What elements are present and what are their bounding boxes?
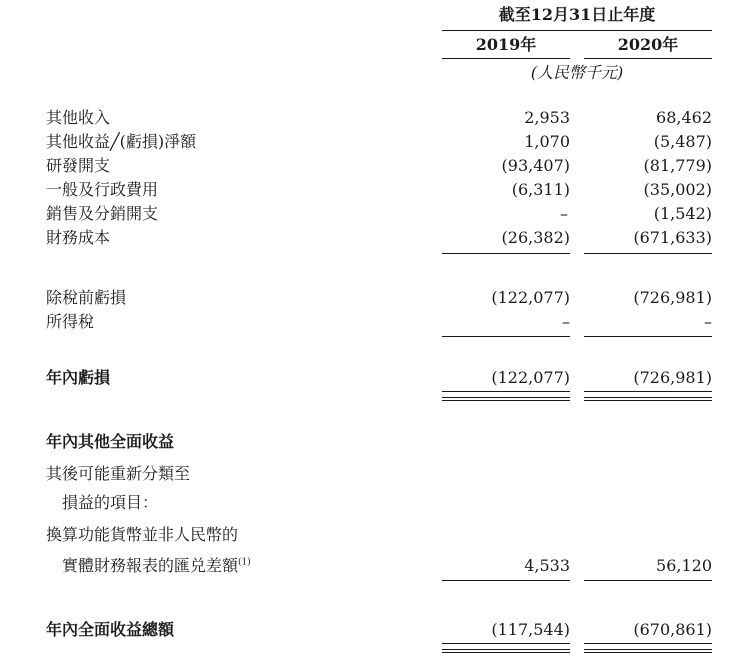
footnote-ref: (1) xyxy=(238,557,251,568)
total-rule-2019 xyxy=(442,643,570,644)
total-rule-2019 xyxy=(442,391,570,392)
subtotal-rule-2019 xyxy=(442,336,570,337)
double-rule-2019-b xyxy=(442,652,570,653)
row-value-2019: (122,077) xyxy=(491,288,570,307)
subtotal-rule-2020 xyxy=(584,253,712,254)
oci-heading: 年內其他全面收益 xyxy=(46,432,175,451)
double-rule-2020-b xyxy=(584,652,712,653)
unit-label: (人民幣千元) xyxy=(530,63,624,82)
subtotal-rule-2020 xyxy=(584,580,712,581)
double-rule-2019-b xyxy=(442,400,570,401)
row-value-2020: (5,487) xyxy=(653,132,712,151)
period-header-rule xyxy=(442,30,712,31)
row-value-2019: (26,382) xyxy=(501,228,570,247)
total-rule-2020 xyxy=(584,643,712,644)
row-value-2020: (671,633) xyxy=(633,228,712,247)
loss-for-year-2020: (726,981) xyxy=(633,368,712,387)
row-label: 研發開支 xyxy=(46,156,111,175)
column-rule-2020 xyxy=(584,58,712,59)
row-value-2020: (81,779) xyxy=(643,156,712,175)
row-value-2020: (726,981) xyxy=(633,288,712,307)
total-comprehensive-2020: (670,861) xyxy=(633,620,712,639)
column-rule-2019 xyxy=(442,58,570,59)
subtotal-rule-2019 xyxy=(442,580,570,581)
row-value-2020: (1,542) xyxy=(653,204,712,223)
row-label: 除稅前虧損 xyxy=(46,288,127,307)
row-label: 其他收益╱(虧損)淨額 xyxy=(46,132,197,151)
row-value-2020: (35,002) xyxy=(643,180,712,199)
row-value-2019: – xyxy=(562,312,570,331)
subtotal-rule-2019 xyxy=(442,253,570,254)
total-comprehensive-label: 年內全面收益總額 xyxy=(46,620,175,639)
subtotal-rule-2020 xyxy=(584,336,712,337)
oci-item-line-1: 換算功能貨幣並非人民幣的 xyxy=(46,525,239,544)
double-rule-2019-a xyxy=(442,649,570,650)
row-label: 財務成本 xyxy=(46,228,111,247)
oci-value-2019: 4,533 xyxy=(524,556,570,575)
row-value-2020: 68,462 xyxy=(656,108,712,127)
oci-value-2020: 56,120 xyxy=(656,556,712,575)
row-value-2019: 2,953 xyxy=(524,108,570,127)
row-value-2019: (93,407) xyxy=(501,156,570,175)
total-rule-2020 xyxy=(584,391,712,392)
row-value-2019: – xyxy=(560,204,568,223)
oci-subheading-2: 損益的項目： xyxy=(62,493,159,512)
period-header: 截至12月31日止年度 xyxy=(498,5,656,24)
row-label: 所得稅 xyxy=(46,312,95,331)
double-rule-2019-a xyxy=(442,397,570,398)
double-rule-2020-a xyxy=(584,397,712,398)
column-header-2020: 2020年 xyxy=(617,35,679,54)
row-label: 一般及行政費用 xyxy=(46,180,159,199)
row-value-2019: 1,070 xyxy=(524,132,570,151)
row-label: 其他收入 xyxy=(46,108,111,127)
column-header-2019: 2019年 xyxy=(475,35,537,54)
loss-for-year-2019: (122,077) xyxy=(491,368,570,387)
loss-for-year-label: 年內虧損 xyxy=(46,368,111,387)
row-label: 銷售及分銷開支 xyxy=(46,204,159,223)
row-value-2020: – xyxy=(704,312,712,331)
oci-item-line-2 xyxy=(62,555,251,577)
oci-subheading-1: 其後可能重新分類至 xyxy=(46,464,191,483)
row-value-2019: (6,311) xyxy=(511,180,570,199)
double-rule-2020-b xyxy=(584,400,712,401)
double-rule-2020-a xyxy=(584,649,712,650)
total-comprehensive-2019: (117,544) xyxy=(491,620,570,639)
oci-item-label: 實體財務報表的匯兑差額 xyxy=(62,556,239,575)
